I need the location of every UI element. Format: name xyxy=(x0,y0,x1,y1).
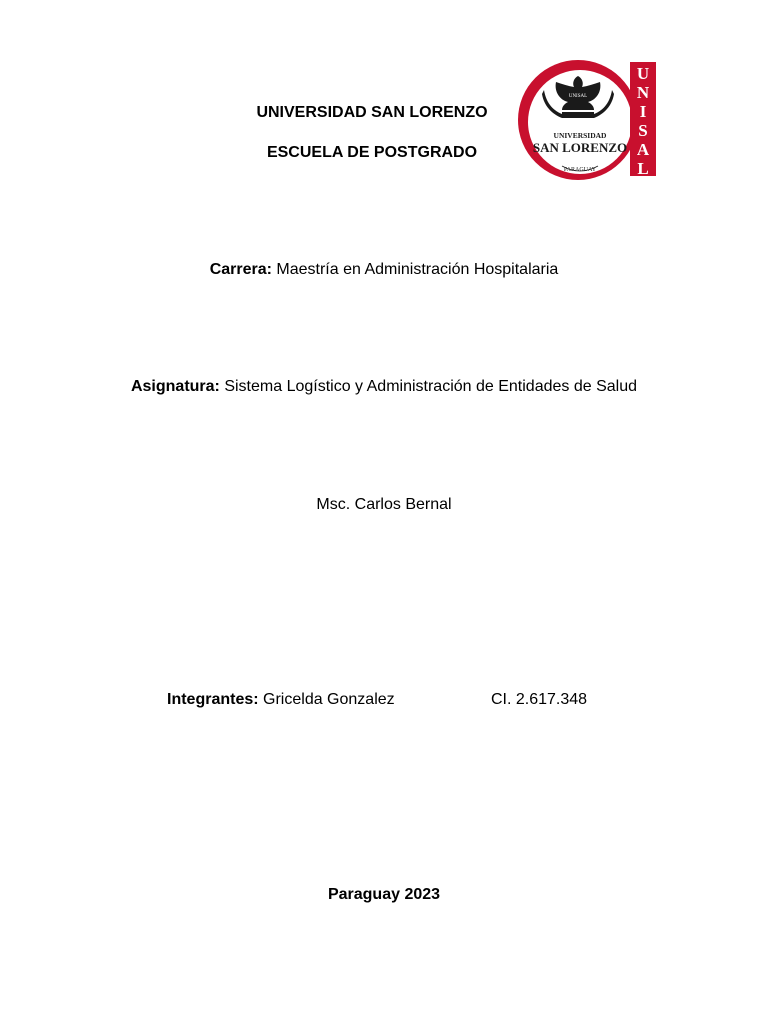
seal-name-small: UNIVERSIDAD xyxy=(553,131,607,140)
carrera-label: Carrera: xyxy=(209,261,272,278)
unisal-logo xyxy=(518,52,664,192)
side-letter: L xyxy=(637,159,649,178)
seal-name-large: SAN LORENZO xyxy=(532,140,628,155)
side-letter: I xyxy=(639,102,647,121)
professor-name: Msc. Carlos Bernal xyxy=(316,496,452,513)
school-title: ESCUELA DE POSTGRADO xyxy=(266,144,478,161)
side-letter: A xyxy=(636,140,650,159)
carrera-line xyxy=(0,260,768,280)
asignatura-label: Asignatura: xyxy=(130,378,220,395)
integrantes-label: Integrantes: xyxy=(167,691,259,708)
asignatura-line xyxy=(0,377,768,397)
carrera-value: Maestría en Administración Hospitalaria xyxy=(276,261,559,278)
seal-country: PARAGUAY xyxy=(563,167,597,173)
place-year: Paraguay 2023 xyxy=(327,886,441,903)
seal-top-text: UNISAL xyxy=(568,94,588,99)
integrante-name: Gricelda Gonzalez xyxy=(263,691,395,708)
integrantes-line xyxy=(167,690,395,710)
side-letter: N xyxy=(636,83,650,102)
side-letter: S xyxy=(638,121,648,140)
asignatura-value: Sistema Logístico y Administración de Entidades de Salud xyxy=(224,378,638,395)
university-title: UNIVERSIDAD SAN LORENZO xyxy=(256,104,488,121)
side-letter: U xyxy=(636,64,650,83)
integrante-ci: CI. 2.617.348 xyxy=(491,691,588,708)
